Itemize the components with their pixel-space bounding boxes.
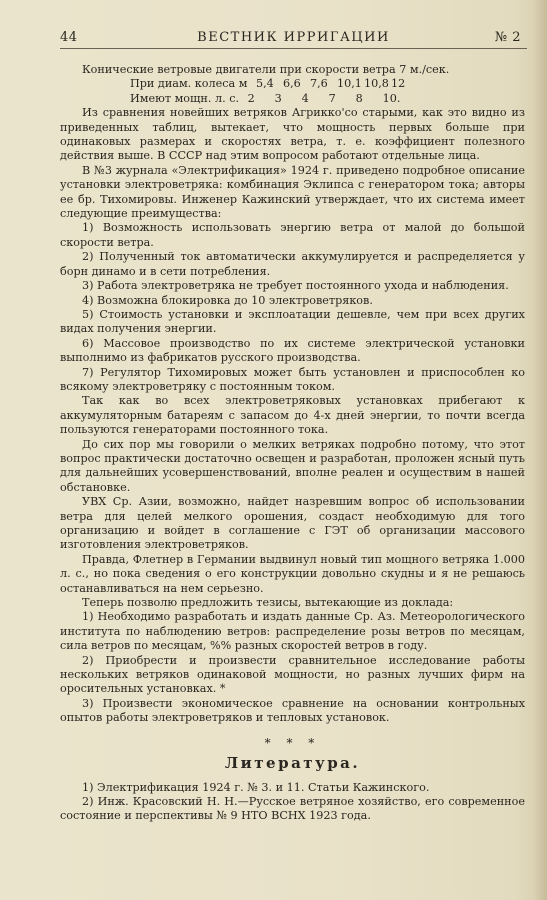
list-item: 1) Возможность использовать энергию ветра от малой до большой скорости ветра.: [60, 221, 525, 249]
list-item: 2) Полученный ток автоматически аккумулируется и распределяется у борн динамо и в сети потребления.: [60, 250, 525, 278]
list-item: 7) Регулятор Тихомировых может быть установлен и приспособлен ко всякому электроветряку с постоянным током.: [60, 365, 525, 393]
table-cell: 10,1: [336, 77, 362, 91]
table-cell: 7,6: [309, 77, 328, 91]
list-item: 3) Работа электроветряка не требует постоянного ухода и наблюдения.: [82, 279, 509, 293]
thesis-item: 1) Необходимо разработать и издать данные Ср. Аз. Метеорологического института по наблюдению ветров: распределение розы ветров по месяцам, сила ветров по месяцам, %% разных скоростей ветров в году.: [60, 610, 525, 653]
literature-list: [60, 781, 525, 824]
row-values: [243, 92, 405, 105]
row-values: [251, 77, 413, 90]
table-cell: 6,6: [282, 77, 301, 91]
paragraph: УВХ Ср. Азии, возможно, найдет назревшим вопрос об использовании ветра для целей мелкого орошения, создаст необходимую для того организацию и войдет в соглашение с ГЭТ об организации массового изготовления электроветряков.: [60, 495, 525, 552]
thesis-item: 3) Произвести экономическое сравнение на основании контрольных опытов работы электроветряков и тепловых установок.: [60, 696, 525, 725]
table-row-diameter: [130, 77, 525, 91]
issue-number: № 2: [494, 30, 521, 45]
literature-title: Литература.: [224, 754, 361, 773]
table-row-power: [130, 92, 525, 106]
row-label: При диам. колеса м: [130, 77, 248, 91]
row-label: Имеют мощн. л. с.: [130, 91, 240, 105]
table-cell: 2: [247, 91, 255, 105]
table-cell: 10,8: [363, 77, 389, 91]
paragraph: Правда, Флетнер в Германии выдвинул новый тип мощного ветряка 1.000 л. с., но пока сведения о его конструкции довольно скудны и я не решаюсь останавливаться на нем серьезно.: [60, 552, 525, 595]
table-cell: 8: [355, 91, 363, 105]
table-cell: 10.: [382, 91, 401, 105]
paragraph: Теперь позволю предложить тезисы, вытекающие из доклада:: [82, 596, 454, 610]
article-body: [60, 63, 525, 824]
paragraph: Так как во всех электроветряковых установках прибегают к аккумуляторным батареям с запасом до 4-х дней энергии, то почти всегда пользуются генераторами постоянного тока.: [60, 394, 525, 437]
thesis-item: 2) Приобрести и произвести сравнительное исследование работы нескольких ветряков одинаковой мощности, но разных лучших фирм на оросительных установках. *: [60, 653, 525, 696]
journal-title: ВЕСТНИК ИРРИГАЦИИ: [197, 30, 390, 45]
table-cell: 7: [328, 91, 336, 105]
list-item: 6) Массовое производство по их системе электрической установки выполнимо из фабрикатов русского производства.: [60, 336, 525, 365]
section-separator: * * *: [264, 735, 321, 750]
table-cell: 3: [274, 91, 282, 105]
paragraph: До сих пор мы говорили о мелких ветряках подробно потому, что этот вопрос практически достаточно освещен и разработан, проложен ясный путь для дальнейших усовершенствований, вполне реален и осуществим в нашей обстановке.: [60, 437, 526, 494]
page-fold-shadow: [533, 0, 547, 900]
table-cell: 12: [390, 77, 406, 91]
page-header: [60, 28, 527, 49]
paragraph: В №3 журнала «Электрификация» 1924 г. приведено подробное описание установки электроветряка: комбинация Эклипса с генератором тока; авторы ее бр. Тихомировы. Инженер Кажинский утверждает, что их система имеет следующие преимущества:: [60, 163, 525, 221]
table-title: Конические ветровые двигатели при скорости ветра 7 м./сек.: [82, 63, 450, 76]
literature-item: 1) Электрификация 1924 г. № 3. и 11. Статьи Кажинского.: [82, 780, 430, 794]
list-item: 5) Стоимость установки и эксплоатации дешевле, чем при всех других видах получения энергии.: [60, 307, 525, 336]
table-cell: 4: [301, 91, 309, 105]
list-item: 4) Возможна блокировка до 10 электроветряков.: [82, 293, 373, 307]
page-number: 44: [60, 30, 78, 45]
paragraph: Из сравнения новейших ветряков Агрикко'со старыми, как это видно из приведенных таблиц, вытекает, что мощность первых больше при одинаковых размерах и скоростях ветра, т. е. коэффициент полезного действия выше. В СССР над этим вопросом работают отдельные лица.: [60, 106, 525, 163]
wind-engine-table: [82, 63, 525, 106]
literature-item: 2) Инж. Красовский Н. Н.—Русское ветряное хозяйство, его современное состояние и перспективы № 9 НТО ВСНХ 1923 года.: [60, 794, 525, 823]
table-cell: 5,4: [255, 77, 274, 91]
